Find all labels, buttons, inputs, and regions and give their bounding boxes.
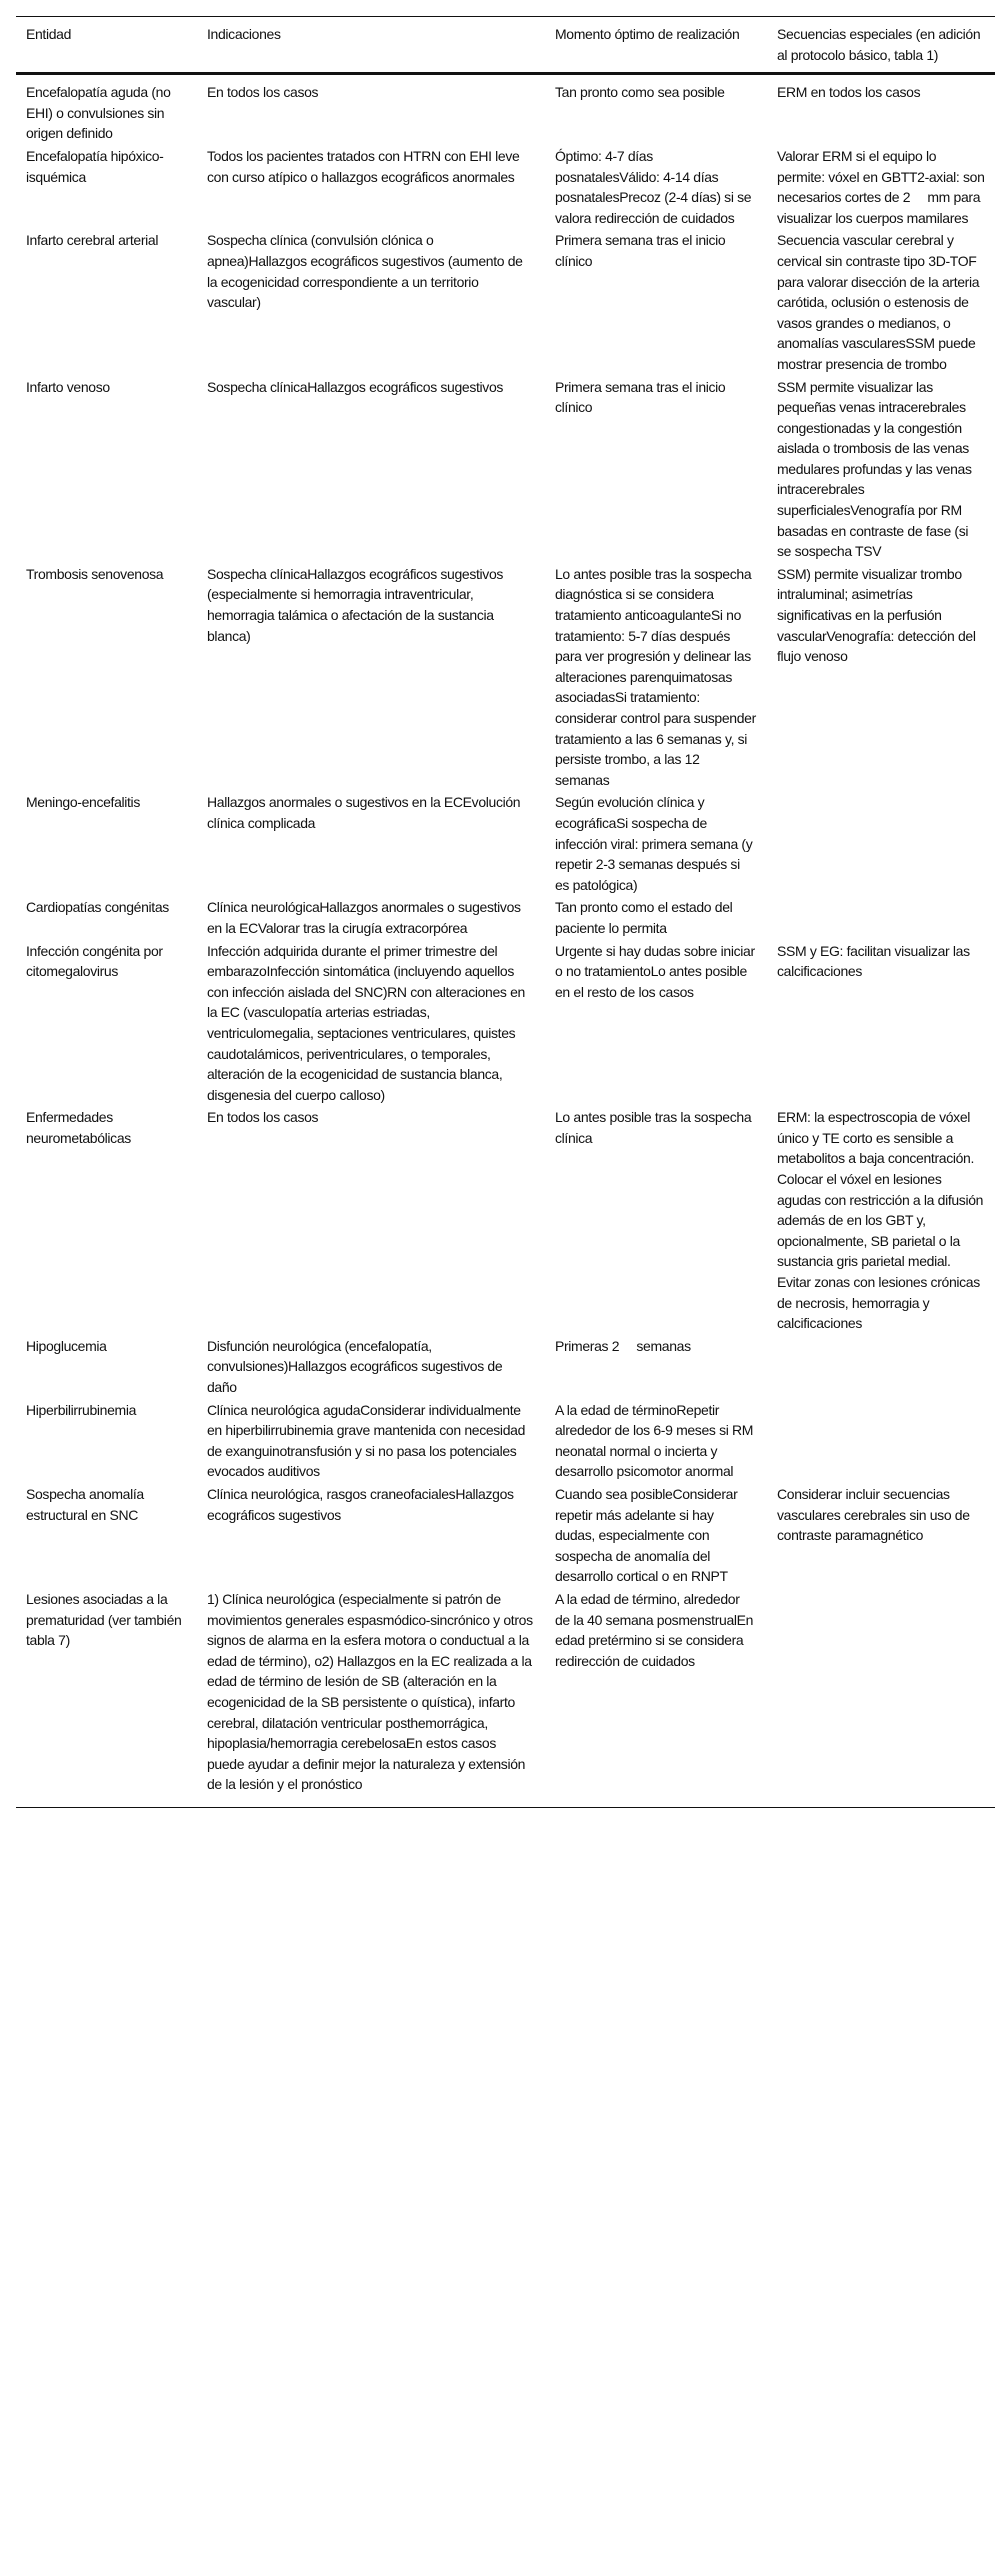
table-row [16, 145, 995, 229]
table-row [16, 1106, 995, 1335]
cell-secuencias: Considerar incluir secuencias vasculares cerebrales sin uso de contraste paramagnético [777, 1485, 970, 1544]
cell-indicaciones: Disfunción neurológica (encefalopatía, convulsiones)Hallazgos ecográficos sugestivos de daño [207, 1337, 503, 1395]
header-indicaciones: Indicaciones [207, 26, 281, 42]
cell-entidad: Meningo-encefalitis [26, 794, 140, 811]
cell-indicaciones: En todos los casos [207, 1109, 319, 1126]
header-secuencias: Secuencias especiales (en adición al protocolo básico, tabla 1) [777, 26, 981, 63]
cell-indicaciones: Sospecha clínicaHallazgos ecográficos sugestivos [207, 378, 504, 395]
cell-indicaciones: Clínica neurológica, rasgos craneofacialesHallazgos ecográficos sugestivos [207, 1485, 514, 1523]
cell-indicaciones: Hallazgos anormales o sugestivos en la ECEvolución clínica complicada [207, 794, 521, 831]
cell-momento: Primera semana tras el inicio clínico [555, 378, 726, 416]
cell-secuencias: SSM y EG: facilitan visualizar las calcificaciones [777, 942, 970, 980]
header-momento: Momento óptimo de realización [555, 26, 740, 42]
cell-entidad: Hipoglucemia [26, 1337, 107, 1354]
cell-entidad: Enfermedades neurometabólicas [26, 1109, 131, 1146]
cell-indicaciones: Infección adquirida durante el primer trimestre del embarazoInfección sintomática (incluyendo aquellos con infección aislada del SNC)RN con alteraciones en la EC (vasculopatía arterias estriadas, ventriculomegalia, septaciones ventriculares, quistes caudotalámicos, periventriculares, o temporales, alteración de la ecogenicidad de sustancia blanca, disgenesia del cuerpo calloso) [207, 942, 525, 1103]
cell-entidad: Infección congénita por citomegalovirus [26, 942, 163, 980]
table-row [16, 229, 995, 375]
cell-indicaciones: Todos los pacientes tratados con HTRN con EHI leve con curso atípico o hallazgos ecográficos anormales [207, 147, 520, 185]
table-row [16, 1588, 995, 1807]
cell-secuencias: Valorar ERM si el equipo lo permite: vóxel en GBTT2-axial: son necesarios cortes de 2 mm para visualizar los cuerpos mamilares [777, 147, 985, 226]
cell-momento: Primeras 2 semanas [555, 1337, 691, 1354]
cell-indicaciones: 1) Clínica neurológica (especialmente si patrón de movimientos generales espasmódico-sincrónico y otros signos de alarma en la esfera motora o conductual a la edad de término), o2) Hallazgos en la EC realizada a la edad de término de lesión de SB (alteración en la ecogenicidad de la SB persistente o quística), infarto cerebral, dilatación ventricular posthemorrágica, hipoplasia/hemorragia cerebelosaEn estos casos puede ayudar a definir mejor la naturaleza y extensión de la lesión y el pronóstico [207, 1590, 533, 1793]
cell-secuencias: SSM) permite visualizar trombo intraluminal; asimetrías significativas en la perfusión vascularVenografía: detección del flujo venoso [777, 565, 976, 665]
cell-entidad: Encefalopatía hipóxico-isquémica [26, 147, 164, 185]
table-row [16, 940, 995, 1107]
cell-secuencias [767, 1399, 995, 1483]
table-header-row [16, 17, 995, 74]
cell-secuencias: Secuencia vascular cerebral y cervical sin contraste tipo 3D-TOF para valorar disección de la arteria carótida, oclusión o estenosis de vasos grandes o medianos, o anomalías vascularesSSM puede mostrar presencia de trombo [777, 232, 980, 372]
cell-secuencias [767, 896, 995, 939]
cell-secuencias [767, 791, 995, 896]
cell-secuencias: ERM: la espectroscopia de vóxel único y TE corto es sensible a metabolitos a baja concentración. Colocar el vóxel en lesiones agudas con restricción a la difusión además de en los GBT y, opcionalmente, SB parietal o la sustancia gris parietal medial. Evitar zonas con lesiones crónicas de necrosis, hemorragia y calcificaciones [777, 1109, 984, 1332]
cell-entidad: Infarto cerebral arterial [26, 232, 159, 249]
cell-momento: Óptimo: 4-7 días posnatalesVálido: 4-14 días posnatalesPrecoz (2-4 días) si se valora redirección de cuidados [555, 147, 752, 226]
cell-indicaciones: En todos los casos [207, 84, 319, 101]
cell-secuencias: SSM permite visualizar las pequeñas venas intracerebrales congestionadas y la congestión aislada o trombosis de las venas medulares profundas y las venas intracerebrales superficialesVenografía por RM basadas en contraste de fase (si se sospecha TSV [777, 378, 972, 560]
table-row [16, 791, 995, 896]
table-row [16, 563, 995, 792]
cell-entidad: Encefalopatía aguda (no EHI) o convulsiones sin origen definido [26, 84, 171, 142]
cell-indicaciones: Clínica neurológicaHallazgos anormales o sugestivos en la ECValorar tras la cirugía extracorpórea [207, 899, 521, 936]
cell-momento: Tan pronto como sea posible [555, 84, 725, 101]
cell-entidad: Lesiones asociadas a la prematuridad (ver también tabla 7) [26, 1590, 182, 1649]
cell-momento: Tan pronto como el estado del paciente lo permita [555, 899, 733, 936]
cell-secuencias: ERM en todos los casos [777, 84, 921, 101]
cell-entidad: Cardiopatías congénitas [26, 899, 169, 916]
cell-momento: Lo antes posible tras la sospecha clínica [555, 1109, 752, 1146]
cell-entidad: Trombosis senovenosa [26, 565, 164, 582]
table-row [16, 896, 995, 939]
cell-entidad: Infarto venoso [26, 378, 110, 395]
cell-momento: Lo antes posible tras la sospecha diagnóstica si se considera tratamiento anticoagulanteSi no tratamiento: 5-7 días después para ver progresión y delinear las alteraciones parenquimatosas asociadasSi tratamiento: considerar control para suspender tratamiento a las 6 semanas y, si persiste trombo, a las 12 semanas [555, 565, 756, 788]
cell-indicaciones: Sospecha clínicaHallazgos ecográficos sugestivos (especialmente si hemorragia intraventricular, hemorragia talámica o afectación de la sustancia blanca) [207, 565, 504, 644]
table-row [16, 1399, 995, 1483]
cell-indicaciones: Sospecha clínica (convulsión clónica o apnea)Hallazgos ecográficos sugestivos (aumento de la ecogenicidad correspondiente a un territorio vascular) [207, 232, 523, 311]
cell-secuencias [767, 1335, 995, 1399]
cell-entidad: Sospecha anomalía estructural en SNC [26, 1485, 144, 1523]
table-row [16, 1483, 995, 1588]
cell-momento: Urgente si hay dudas sobre iniciar o no tratamientoLo antes posible en el resto de los casos [555, 942, 755, 1000]
cell-momento: Cuando sea posibleConsiderar repetir más adelante si hay dudas, especialmente con sospecha de anomalía del desarrollo cortical o en RNPT [555, 1485, 738, 1585]
cell-momento: Primera semana tras el inicio clínico [555, 232, 726, 269]
cell-momento: A la edad de términoRepetir alrededor de los 6-9 meses si RM neonatal normal o incierta y desarrollo psicomotor anormal [555, 1401, 754, 1480]
indications-table [16, 16, 995, 1808]
cell-momento: A la edad de término, alrededor de la 40 semana posmenstrualEn edad pretérmino si se considera redirección de cuidados [555, 1590, 754, 1669]
cell-secuencias [767, 1588, 995, 1807]
cell-momento: Según evolución clínica y ecográficaSi sospecha de infección viral: primera semana (y repetir 2-3 semanas después si es patológica) [555, 794, 753, 893]
header-entidad: Entidad [26, 26, 72, 42]
table-row [16, 74, 995, 145]
cell-indicaciones: Clínica neurológica agudaConsiderar individualmente en hiperbilirrubinemia grave mantenida con necesidad de exanguinotransfusión y si no pasa los potenciales evocados auditivos [207, 1401, 526, 1480]
table-row [16, 376, 995, 563]
table-row [16, 1335, 995, 1399]
cell-entidad: Hiperbilirrubinemia [26, 1401, 137, 1418]
